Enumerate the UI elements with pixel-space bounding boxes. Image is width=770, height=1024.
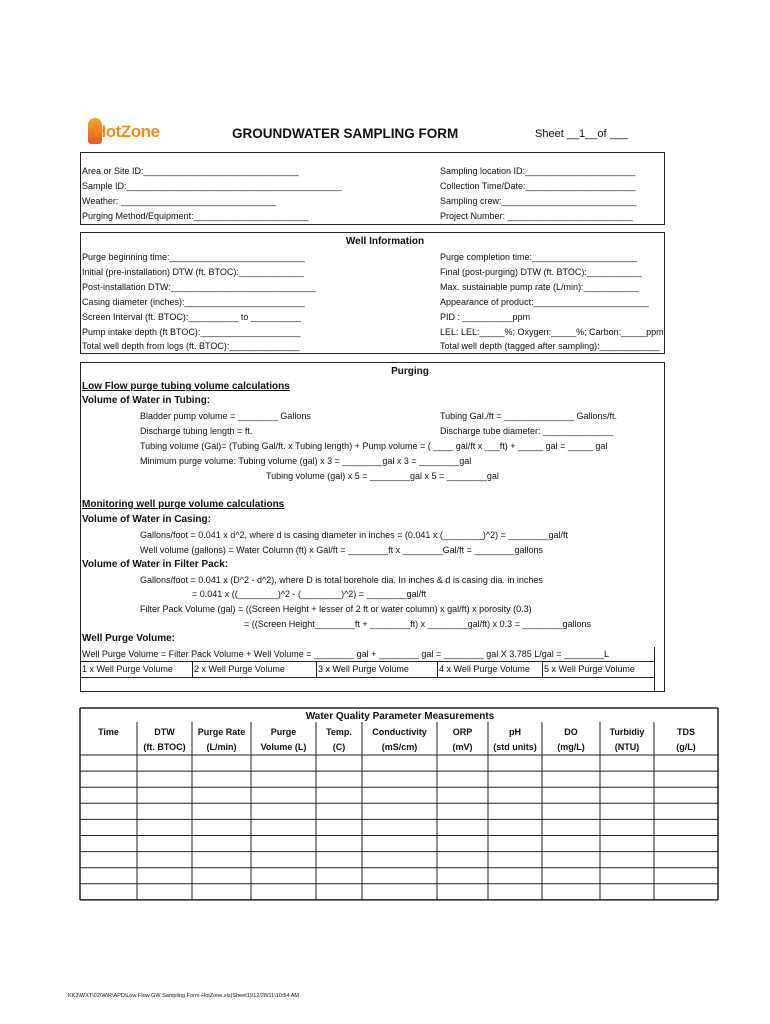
- wq-data-cell[interactable]: [600, 868, 654, 884]
- wq-col-header-l2: (std units): [493, 742, 537, 752]
- filter-gallons-calc[interactable]: = 0.041 x ((________)^2 - (________)^2) = ________gal/ft: [192, 589, 427, 599]
- wq-data-cell[interactable]: [80, 836, 137, 852]
- wq-col-header-l2: (mV): [452, 742, 473, 752]
- wq-data-cell[interactable]: [80, 787, 137, 803]
- wq-data-cell[interactable]: [542, 852, 600, 868]
- wq-data-cell[interactable]: [654, 755, 718, 771]
- tubing-volume-formula[interactable]: Tubing volume (Gal)= (Tubing Gal/ft. x Tubing length) + Pump volume = ( ____ gal/ft x ___ft) + _____ gal = _____ gal: [140, 441, 608, 451]
- wq-data-cell[interactable]: [192, 868, 251, 884]
- wq-col-header-l2: (C): [332, 742, 346, 752]
- wq-col-header-l1: DTW: [154, 727, 175, 737]
- wq-col-header-l1: DO: [564, 727, 578, 737]
- wq-data-cell[interactable]: [600, 852, 654, 868]
- pump-intake-depth-field[interactable]: Pump intake depth (ft BTOC):____________________: [82, 327, 301, 337]
- multiple-1x[interactable]: 1 x Well Purge Volume: [82, 664, 173, 674]
- wq-data-cell[interactable]: [437, 819, 488, 835]
- minimum-purge-5x[interactable]: Tubing volume (gal) x 5 = ________gal x 5 = ________gal: [266, 471, 499, 481]
- wq-data-cell[interactable]: [600, 803, 654, 819]
- filter-pack-heading: Volume of Water in Filter Pack:: [82, 559, 229, 570]
- wq-col-header-l1: Time: [98, 727, 119, 737]
- wq-data-cell[interactable]: [362, 755, 437, 771]
- wq-data-cell[interactable]: [437, 755, 488, 771]
- sample-id-field[interactable]: Sample ID:___________________________________________: [82, 181, 342, 191]
- wq-data-cell[interactable]: [542, 819, 600, 835]
- wq-data-cell[interactable]: [488, 771, 542, 787]
- collection-time-field[interactable]: Collection Time/Date:______________________: [440, 181, 636, 191]
- wq-data-cell[interactable]: [654, 852, 718, 868]
- well-volume-field[interactable]: Well volume (gallons) = Water Column (ft) x Gal/ft = ________ft x ________Gal/ft = ________gallons: [140, 545, 543, 555]
- pid-field[interactable]: PID : __________ppm: [440, 312, 531, 322]
- well-purge-volume-heading: Well Purge Volume:: [82, 633, 175, 644]
- wq-data-cell[interactable]: [362, 868, 437, 884]
- project-number-field[interactable]: Project Number: _________________________: [440, 211, 633, 221]
- final-dtw-field[interactable]: Final (post-purging) DTW (ft. BTOC):___________: [440, 267, 642, 277]
- wq-data-cell[interactable]: [488, 852, 542, 868]
- wq-data-cell[interactable]: [600, 836, 654, 852]
- wq-col-header-l2: (mS/cm): [381, 742, 418, 752]
- wq-data-cell[interactable]: [137, 771, 192, 787]
- wq-data-cell[interactable]: [251, 836, 316, 852]
- wq-data-cell[interactable]: [437, 868, 488, 884]
- gallons-per-foot-casing[interactable]: Gallons/foot = 0.041 x d^2, where d is casing diameter in inches = (0.041 x (________)^2) = ________gal/ft: [140, 530, 568, 540]
- multiple-5x[interactable]: 5 x Well Purge Volume: [544, 664, 635, 674]
- wq-data-cell[interactable]: [251, 852, 316, 868]
- wq-data-cell[interactable]: [488, 868, 542, 884]
- wq-data-cell[interactable]: [362, 771, 437, 787]
- discharge-length-field[interactable]: Discharge tubing length = ft.: [140, 426, 253, 436]
- wq-data-cell[interactable]: [437, 803, 488, 819]
- wq-data-cell[interactable]: [600, 819, 654, 835]
- wq-data-cell[interactable]: [80, 819, 137, 835]
- multiple-2x[interactable]: 2 x Well Purge Volume: [194, 664, 285, 674]
- wq-data-cell[interactable]: [542, 755, 600, 771]
- multiple-4x[interactable]: 4 x Well Purge Volume: [439, 664, 530, 674]
- sampling-crew-field[interactable]: Sampling crew:___________________________: [440, 196, 637, 206]
- wq-data-cell[interactable]: [316, 803, 362, 819]
- purging-heading: Purging: [391, 366, 429, 377]
- wq-col-header-l1: Turbidiy: [609, 727, 645, 737]
- lel-oxygen-carbon-field[interactable]: LEL: LEL:_____%; Oxygen:_____%; Carbon:_____ppm: [440, 327, 664, 337]
- wq-data-cell[interactable]: [654, 787, 718, 803]
- wq-data-cell[interactable]: [654, 868, 718, 884]
- wq-data-cell[interactable]: [600, 755, 654, 771]
- wq-col-header-l2: Volume (L): [260, 742, 307, 752]
- wq-data-cell[interactable]: [654, 771, 718, 787]
- purging-method-field[interactable]: Purging Method/Equipment:_______________________: [82, 211, 309, 221]
- filter-pack-volume-calc[interactable]: = ((Screen Height________ft + ________ft) x ________gal/ft) x 0.3 = ________gallons: [244, 619, 592, 629]
- bladder-pump-volume-field[interactable]: Bladder pump volume = ________ Gallons: [140, 411, 311, 421]
- wq-col-header-l1: TDS: [677, 727, 695, 737]
- wq-col-header-l1: Temp.: [326, 727, 352, 737]
- wq-data-cell[interactable]: [316, 787, 362, 803]
- wq-col-header-l1: ORP: [452, 727, 473, 737]
- tubing-volume-heading: Volume of Water in Tubing:: [82, 395, 211, 406]
- wq-data-cell[interactable]: [137, 836, 192, 852]
- wq-data-cell[interactable]: [654, 803, 718, 819]
- logo-text: HotZone: [94, 122, 160, 141]
- screen-interval-field[interactable]: Screen Interval (ft. BTOC):__________ to __________: [82, 312, 301, 322]
- monitoring-well-heading: Monitoring well purge volume calculations: [82, 499, 285, 510]
- wq-data-cell[interactable]: [251, 755, 316, 771]
- total-well-depth-logs-field[interactable]: Total well depth from logs (ft. BTOC):______________: [82, 341, 300, 351]
- low-flow-heading: Low Flow purge tubing volume calculations: [82, 381, 290, 392]
- purge-completion-time-field[interactable]: Purge completion time:_____________________: [440, 252, 638, 262]
- wq-data-cell[interactable]: [80, 868, 137, 884]
- wq-data-cell[interactable]: [192, 836, 251, 852]
- wq-col-header-l2: (ft. BTOC): [143, 742, 186, 752]
- wq-data-cell[interactable]: [654, 819, 718, 835]
- wq-data-cell[interactable]: [80, 852, 137, 868]
- wq-data-cell[interactable]: [80, 771, 137, 787]
- wq-data-cell[interactable]: [488, 819, 542, 835]
- casing-volume-heading: Volume of Water in Casing:: [82, 514, 211, 525]
- wq-data-cell[interactable]: [192, 803, 251, 819]
- post-installation-dtw-field[interactable]: Post-installation DTW:_____________________________: [82, 282, 317, 292]
- purge-beginning-time-field[interactable]: Purge beginning time:___________________________: [82, 252, 305, 262]
- wq-data-cell[interactable]: [362, 803, 437, 819]
- wq-data-cell[interactable]: [80, 755, 137, 771]
- wq-data-cell[interactable]: [542, 803, 600, 819]
- wq-data-cell[interactable]: [316, 755, 362, 771]
- footer-path: KK3\WXT\02\W\R\APD\Low Flow GW Sampling Form-HotZone.xls(Sheet1)\12/28/11\10:54 AM: [68, 993, 299, 999]
- wq-data-cell[interactable]: [316, 852, 362, 868]
- initial-dtw-field[interactable]: Initial (pre-installation) DTW (ft. BTOC):_____________: [82, 267, 304, 277]
- wq-data-cell[interactable]: [654, 836, 718, 852]
- wq-data-cell[interactable]: [192, 771, 251, 787]
- wq-data-cell[interactable]: [600, 787, 654, 803]
- wq-data-cell[interactable]: [251, 787, 316, 803]
- wq-data-cell[interactable]: [192, 819, 251, 835]
- wq-data-cell[interactable]: [437, 852, 488, 868]
- wq-heading: Water Quality Parameter Measurements: [305, 711, 495, 722]
- appearance-product-field[interactable]: Appearance of product:_______________________: [440, 297, 649, 307]
- well-purge-volume-formula[interactable]: Well Purge Volume = Filter Pack Volume + Well Volume = ________ gal + ________ gal = ________ gal X 3.785 L/gal = ________L: [82, 649, 610, 659]
- weather-field[interactable]: Weather: _______________________________: [82, 196, 277, 206]
- wq-data-cell[interactable]: [137, 819, 192, 835]
- filter-gallons-per-foot: Gallons/foot = 0.041 x (D^2 - d^2), where D is total borehole dia. In inches & d is casing dia. in inches: [140, 575, 543, 585]
- wq-data-cell[interactable]: [192, 852, 251, 868]
- area-site-id-field[interactable]: Area or Site ID:_______________________________: [82, 166, 299, 176]
- wq-data-cell[interactable]: [542, 868, 600, 884]
- wq-col-header-l1: Conductivity: [372, 727, 427, 737]
- wq-data-cell[interactable]: [362, 787, 437, 803]
- wq-data-cell[interactable]: [362, 852, 437, 868]
- filter-pack-volume-formula: Filter Pack Volume (gal) = ((Screen Height + lesser of 2 ft or water column) x gal/ft) x porosity (0.3): [140, 604, 532, 614]
- wq-data-cell[interactable]: [488, 836, 542, 852]
- multiple-3x[interactable]: 3 x Well Purge Volume: [318, 664, 409, 674]
- tubing-gal-per-ft-field[interactable]: Tubing Gal./ft = ______________ Gallons/ft.: [440, 411, 618, 421]
- wq-data-cell[interactable]: [316, 771, 362, 787]
- wq-data-cell[interactable]: [437, 787, 488, 803]
- wq-data-cell[interactable]: [542, 771, 600, 787]
- wq-data-cell[interactable]: [251, 868, 316, 884]
- wq-data-cell[interactable]: [488, 755, 542, 771]
- wq-col-header-l2: (NTU): [614, 742, 640, 752]
- wq-col-header-l2: (L/min): [206, 742, 237, 752]
- wq-data-cell[interactable]: [316, 819, 362, 835]
- wq-data-cell[interactable]: [251, 771, 316, 787]
- wq-col-header-l1: Purge Rate: [197, 727, 246, 737]
- wq-data-cell[interactable]: [80, 803, 137, 819]
- wq-data-cell[interactable]: [600, 771, 654, 787]
- wq-data-cell[interactable]: [542, 836, 600, 852]
- wq-data-cell[interactable]: [137, 852, 192, 868]
- wq-data-cell[interactable]: [362, 819, 437, 835]
- wq-col-header-l2: (g/L): [676, 742, 696, 752]
- wq-data-cell[interactable]: [137, 803, 192, 819]
- wq-data-cell[interactable]: [437, 836, 488, 852]
- wq-data-cell[interactable]: [316, 836, 362, 852]
- sheet-number: Sheet __1__of ___: [535, 128, 628, 140]
- minimum-purge-3x[interactable]: Minimum purge volume: Tubing volume (gal) x 3 = ________gal x 3 = ________gal: [140, 456, 472, 466]
- wq-data-cell[interactable]: [488, 787, 542, 803]
- wq-col-header-l2: (mg/L): [557, 742, 585, 752]
- discharge-diameter-field[interactable]: Discharge tube diameter: ______________: [440, 426, 614, 436]
- sampling-location-field[interactable]: Sampling location ID:______________________: [440, 166, 636, 176]
- wq-data-cell[interactable]: [437, 771, 488, 787]
- wq-data-cell[interactable]: [251, 819, 316, 835]
- wq-col-header-l1: Purge: [270, 727, 297, 737]
- total-well-depth-tagged-field[interactable]: Total well depth (tagged after sampling):____________: [440, 341, 660, 351]
- well-info-heading: Well Information: [345, 236, 425, 247]
- casing-diameter-field[interactable]: Casing diameter (inches):________________________: [82, 297, 305, 307]
- form-title: GROUNDWATER SAMPLING FORM: [232, 126, 459, 141]
- wq-data-cell[interactable]: [488, 803, 542, 819]
- wq-data-cell[interactable]: [362, 836, 437, 852]
- wq-data-cell[interactable]: [316, 868, 362, 884]
- wq-data-cell[interactable]: [542, 787, 600, 803]
- wq-data-cell[interactable]: [251, 803, 316, 819]
- wq-data-cell[interactable]: [192, 755, 251, 771]
- wq-col-header-l1: pH: [509, 727, 521, 737]
- wq-data-cell[interactable]: [137, 787, 192, 803]
- wq-data-cell[interactable]: [137, 868, 192, 884]
- max-pump-rate-field[interactable]: Max. sustainable pump rate (L/min):___________: [440, 282, 639, 292]
- wq-data-cell[interactable]: [192, 787, 251, 803]
- wq-data-cell[interactable]: [137, 755, 192, 771]
